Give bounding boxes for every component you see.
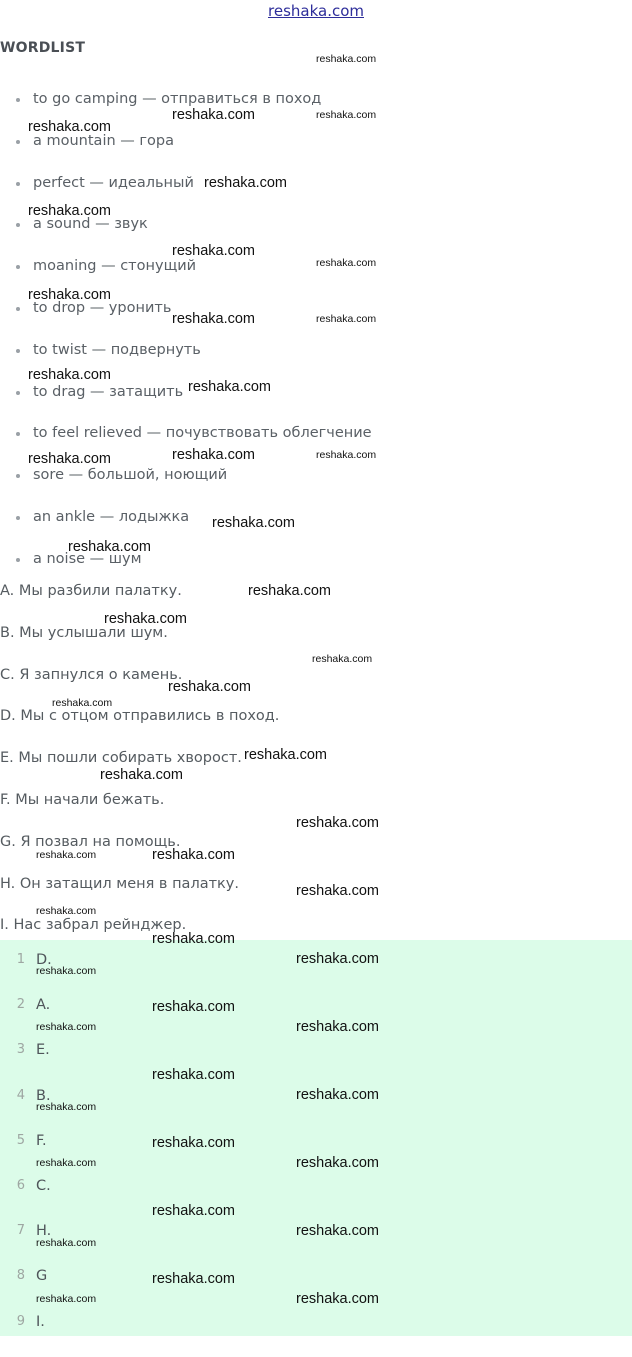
watermark: reshaka.com bbox=[316, 257, 377, 269]
event-item: B. Мы услышали шум. bbox=[0, 624, 168, 641]
watermark: reshaka.com bbox=[296, 815, 380, 831]
watermark: reshaka.com bbox=[316, 313, 377, 325]
list-item-text: to twist — подвернуть bbox=[33, 341, 201, 358]
watermark: reshaka.com bbox=[296, 1087, 380, 1103]
answer-value: G bbox=[36, 1268, 48, 1285]
watermark: reshaka.com bbox=[296, 1223, 380, 1239]
watermark: reshaka.com bbox=[316, 53, 377, 65]
watermark: reshaka.com bbox=[312, 653, 373, 665]
watermark: reshaka.com bbox=[172, 107, 256, 123]
bullet-icon bbox=[16, 307, 20, 311]
watermark: reshaka.com bbox=[52, 697, 113, 709]
watermark: reshaka.com bbox=[296, 1019, 380, 1035]
event-item: I. Нас забрал рейнджер. bbox=[0, 917, 187, 934]
bullet-icon bbox=[16, 474, 20, 478]
bullet-icon bbox=[16, 182, 20, 186]
watermark: reshaka.com bbox=[296, 951, 380, 967]
answer-value: A. bbox=[36, 997, 51, 1014]
list-item-text: to drop — уронить bbox=[33, 299, 172, 316]
watermark: reshaka.com bbox=[28, 203, 112, 219]
event-item: A. Мы разбили палатку. bbox=[0, 583, 182, 599]
answer-value: C. bbox=[36, 1177, 51, 1194]
watermark: reshaka.com bbox=[172, 243, 256, 259]
list-item-text: moaning — стонущий bbox=[33, 258, 197, 275]
list-item-text: to go camping — отправиться в поход bbox=[33, 91, 322, 107]
answer-block bbox=[0, 940, 632, 1336]
watermark: reshaka.com bbox=[152, 931, 236, 947]
bullet-icon bbox=[16, 98, 20, 102]
bullet-icon bbox=[16, 391, 20, 395]
bullet-icon bbox=[16, 223, 20, 227]
watermark: reshaka.com bbox=[28, 451, 112, 467]
answer-value: F. bbox=[36, 1132, 47, 1149]
wordlist-title: WORDLIST bbox=[0, 40, 86, 56]
event-item: H. Он затащил меня в палатку. bbox=[0, 875, 239, 892]
watermark: reshaka.com bbox=[28, 367, 112, 383]
bullet-icon bbox=[16, 349, 20, 353]
watermark: reshaka.com bbox=[172, 447, 256, 463]
answer-value: D. bbox=[36, 952, 52, 968]
watermark: reshaka.com bbox=[104, 611, 188, 627]
watermark: reshaka.com bbox=[204, 175, 288, 191]
site-link[interactable]: reshaka.com bbox=[268, 2, 364, 20]
watermark: reshaka.com bbox=[152, 1271, 236, 1287]
watermark: reshaka.com bbox=[316, 109, 377, 121]
watermark: reshaka.com bbox=[28, 287, 112, 303]
list-item-text: to feel relieved — почувствовать облегчение bbox=[33, 425, 372, 442]
watermark: reshaka.com bbox=[36, 849, 97, 861]
list-item-text: a noise — шум bbox=[33, 550, 142, 567]
watermark: reshaka.com bbox=[152, 1203, 236, 1219]
bullet-icon bbox=[16, 432, 20, 436]
event-item: D. Мы с отцом отправились в поход. bbox=[0, 708, 280, 725]
watermark: reshaka.com bbox=[36, 1293, 97, 1305]
bullet-icon bbox=[16, 516, 20, 520]
answer-number: 5 bbox=[16, 1132, 25, 1148]
answer-number: 8 bbox=[16, 1268, 25, 1284]
answer-number: 2 bbox=[16, 997, 25, 1013]
watermark: reshaka.com bbox=[152, 1067, 236, 1083]
answer-number: 7 bbox=[16, 1223, 25, 1239]
watermark: reshaka.com bbox=[244, 747, 328, 763]
list-item-text: a sound — звук bbox=[33, 216, 148, 233]
watermark: reshaka.com bbox=[36, 1157, 97, 1169]
watermark: reshaka.com bbox=[36, 905, 97, 917]
watermark: reshaka.com bbox=[296, 883, 380, 899]
watermark: reshaka.com bbox=[188, 379, 272, 395]
event-item: E. Мы пошли собирать хворост. bbox=[0, 750, 242, 767]
watermark: reshaka.com bbox=[36, 965, 97, 977]
watermark: reshaka.com bbox=[152, 999, 236, 1015]
event-item: G. Я позвал на помощь. bbox=[0, 833, 181, 850]
event-item: F. Мы начали бежать. bbox=[0, 791, 165, 808]
watermark: reshaka.com bbox=[100, 767, 184, 783]
answer-number: 9 bbox=[16, 1313, 25, 1329]
watermark: reshaka.com bbox=[68, 539, 152, 555]
answer-number: 3 bbox=[16, 1042, 25, 1058]
watermark: reshaka.com bbox=[316, 449, 377, 461]
watermark: reshaka.com bbox=[36, 1021, 97, 1033]
bullet-icon bbox=[16, 265, 20, 269]
answer-value: E. bbox=[36, 1042, 50, 1059]
watermark: reshaka.com bbox=[36, 1101, 97, 1113]
answer-number: 4 bbox=[16, 1087, 25, 1103]
list-item-text: a mountain — гора bbox=[33, 132, 174, 149]
list-item-text: perfect — идеальный bbox=[33, 174, 194, 191]
event-item: C. Я запнулся о камень. bbox=[0, 666, 183, 683]
answer-value: B. bbox=[36, 1087, 51, 1104]
answer-number: 6 bbox=[16, 1177, 25, 1193]
answer-number: 1 bbox=[16, 952, 25, 967]
watermark: reshaka.com bbox=[212, 515, 296, 531]
bullet-icon bbox=[16, 140, 20, 144]
answer-value: H. bbox=[36, 1223, 52, 1240]
watermark: reshaka.com bbox=[28, 119, 112, 135]
watermark: reshaka.com bbox=[36, 1237, 97, 1249]
bullet-icon bbox=[16, 558, 20, 562]
list-item-text: sore — большой, ноющий bbox=[33, 467, 228, 484]
watermark: reshaka.com bbox=[152, 1135, 236, 1151]
watermark: reshaka.com bbox=[172, 311, 256, 327]
watermark: reshaka.com bbox=[296, 1155, 380, 1171]
watermark: reshaka.com bbox=[248, 583, 332, 599]
answer-value: I. bbox=[36, 1313, 45, 1330]
list-item-text: an ankle — лодыжка bbox=[33, 508, 190, 525]
events-list bbox=[0, 581, 279, 957]
watermark: reshaka.com bbox=[168, 679, 252, 695]
watermark: reshaka.com bbox=[296, 1291, 380, 1307]
list-item-text: to drag — затащить bbox=[33, 383, 184, 400]
watermark: reshaka.com bbox=[152, 847, 236, 863]
